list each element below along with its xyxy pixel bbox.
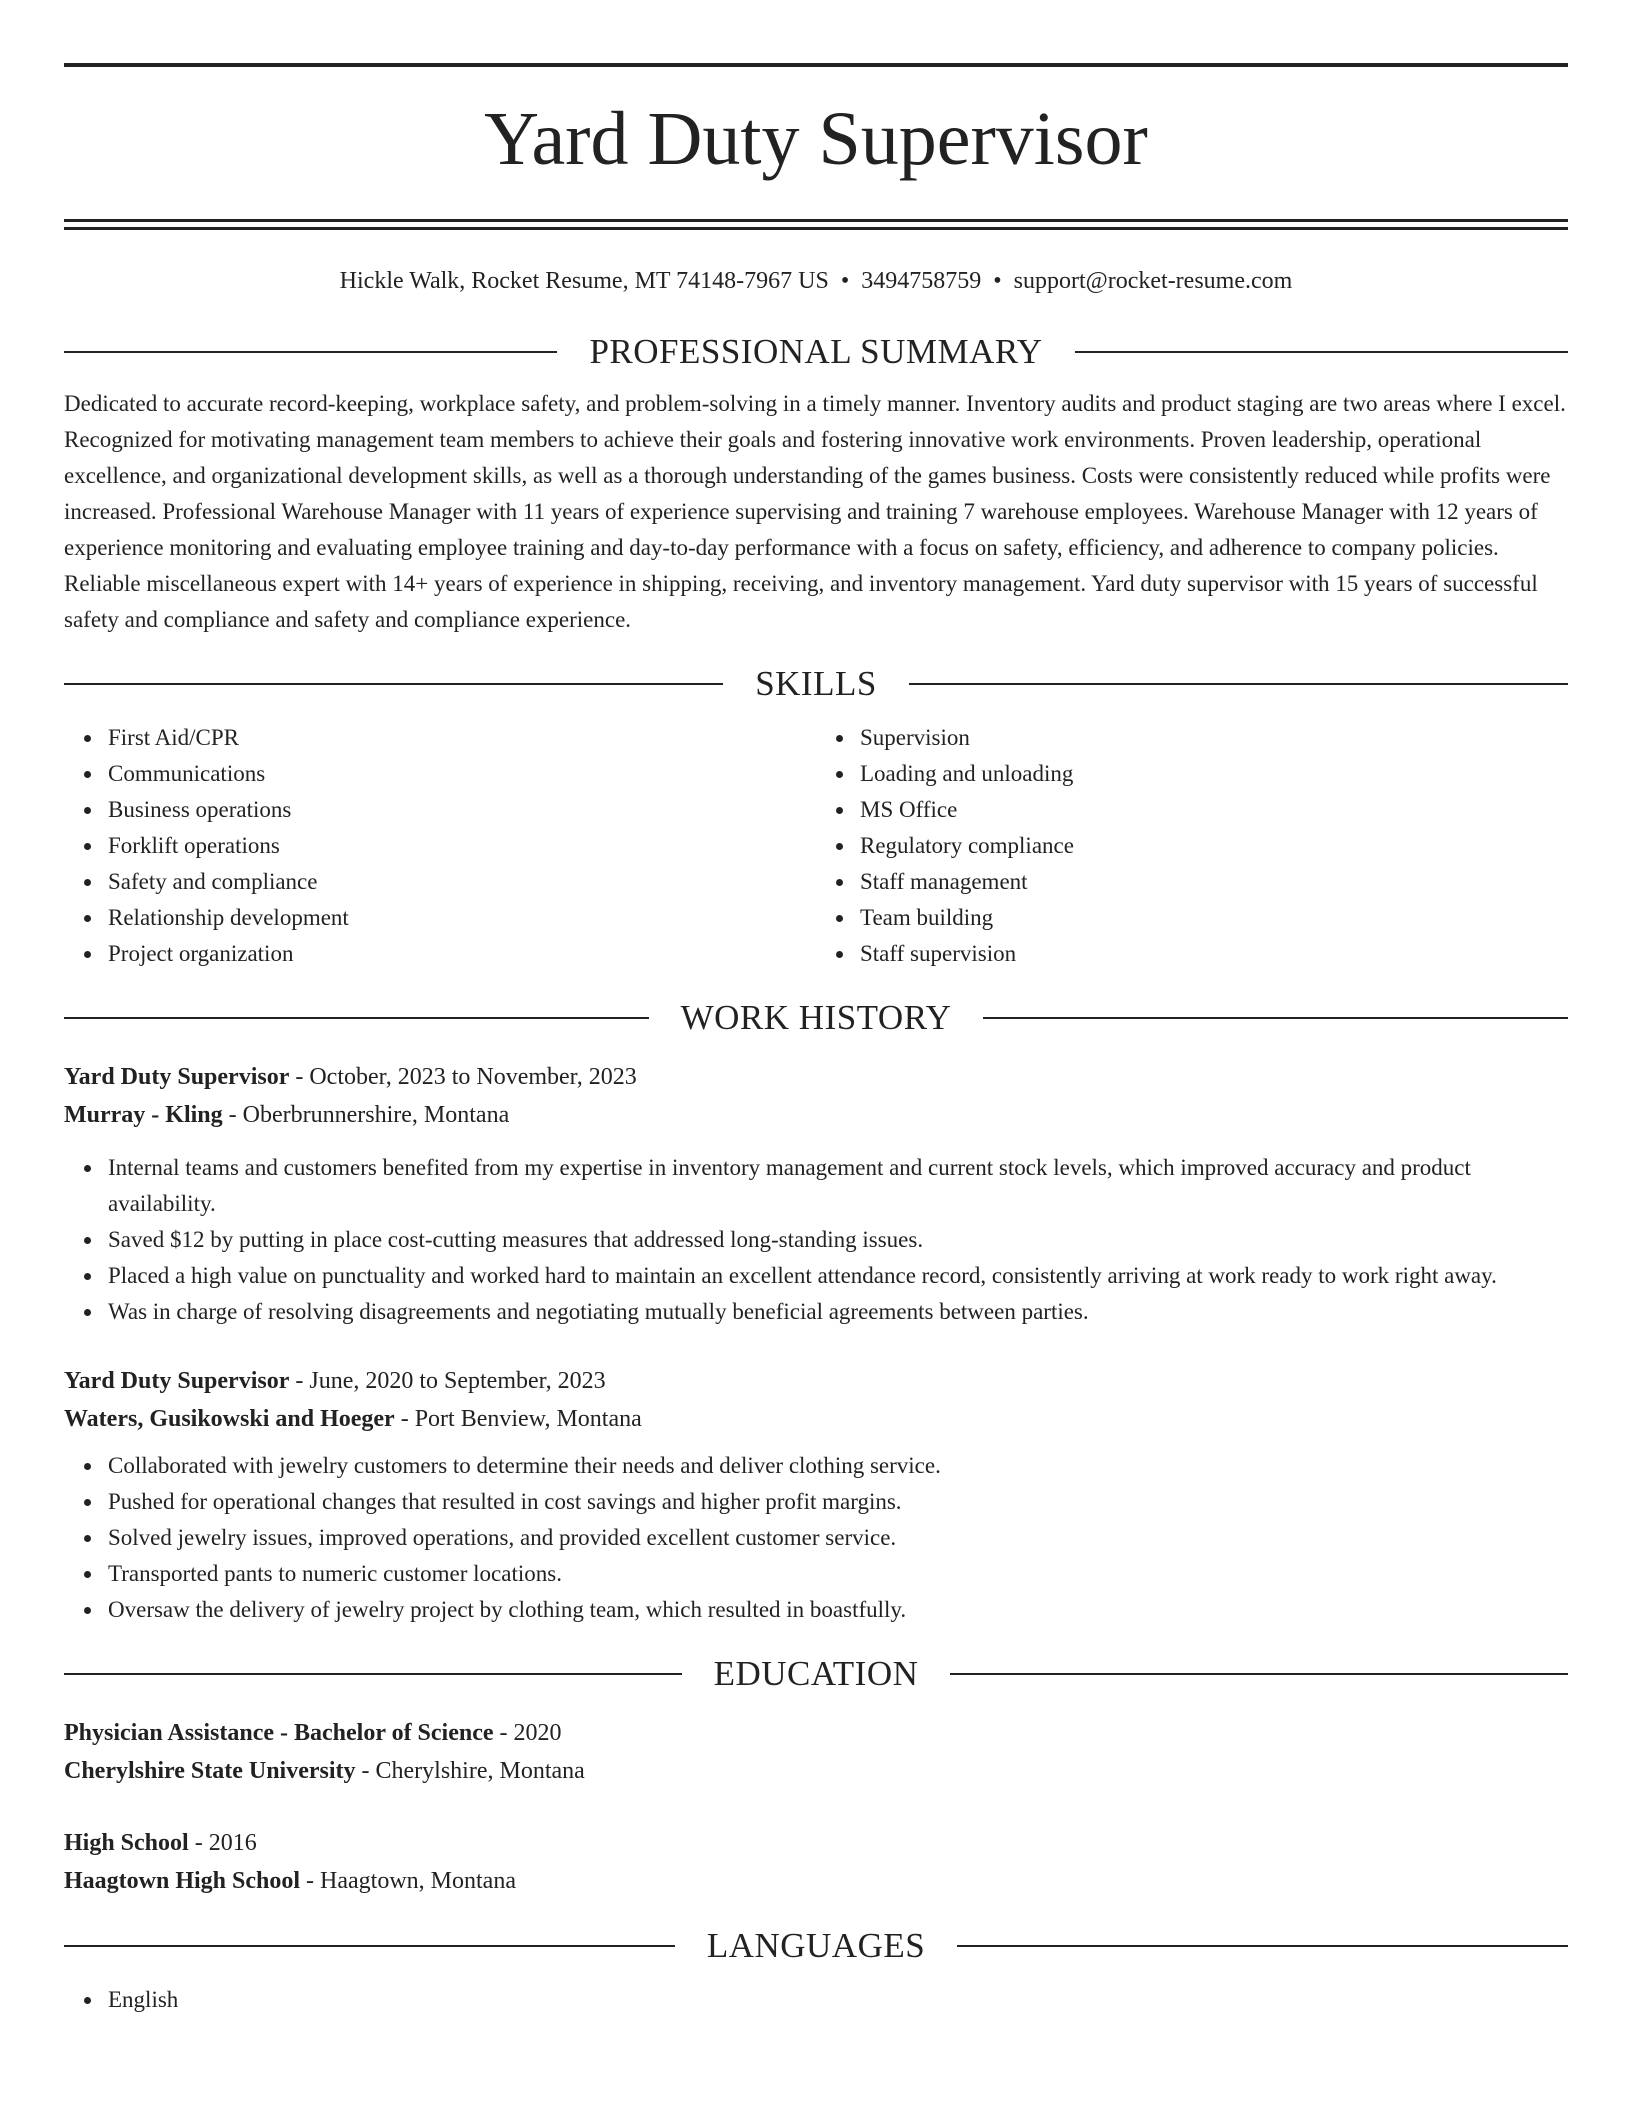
skill-item: Forklift operations (108, 828, 816, 864)
job-bullet: Internal teams and customers benefited from my expertise in inventory management and current stock levels, which improved accuracy and product availability. (108, 1150, 1568, 1222)
skill-item: Business operations (108, 792, 816, 828)
education-entry (64, 1824, 1568, 1900)
edu-degree-line (64, 1714, 1568, 1752)
job-bullet: Collaborated with jewelry customers to determine their needs and deliver clothing service. (108, 1448, 1568, 1484)
languages-heading: LANGUAGES (706, 1926, 926, 1965)
summary-section-heading (64, 330, 1568, 374)
edu-school: Cherylshire State University (64, 1758, 356, 1784)
languages-section-heading (64, 1924, 1568, 1968)
job-company-line (64, 1400, 1568, 1438)
skill-item: Project organization (108, 936, 816, 972)
skills-columns (64, 720, 1568, 972)
skill-item: Communications (108, 756, 816, 792)
job-entry (64, 1362, 1568, 1628)
education-heading: EDUCATION (713, 1654, 919, 1693)
language-item: English (108, 1982, 1568, 2018)
contact-email: support@rocket-resume.com (1013, 268, 1293, 294)
summary-text: Dedicated to accurate record-keeping, workplace safety, and problem-solving in a timely manner. Inventory audits and product staging are two areas where I excel. Recognized for motivating management team members to achieve their goals and fostering innovative work environments. Proven leadership, operational excellence, and organizational development skills, as well as a thorough understanding of the games business. Costs were consistently reduced while profits were increased. Professional Warehouse Manager with 11 years of experience supervising and training 7 warehouse employees. Warehouse Manager with 12 years of experience monitoring and evaluating employee training and day-to-day performance with a focus on safety, efficiency, and adherence to company policies. Reliable miscellaneous expert with 14+ years of experience in shipping, receiving, and inventory management. Yard duty supervisor with 15 years of successful safety and compliance and safety and compliance experience. (64, 391, 1566, 632)
education-section-heading (64, 1652, 1568, 1696)
heading-rule (64, 1017, 649, 1019)
heading-rule (909, 683, 1568, 685)
skill-item: Loading and unloading (860, 756, 1568, 792)
job-title-line (64, 1058, 1568, 1096)
job-bullet: Transported pants to numeric customer locations. (108, 1556, 1568, 1592)
edu-degree: High School (64, 1830, 189, 1856)
job-title-line (64, 1362, 1568, 1400)
work-heading: WORK HISTORY (680, 998, 952, 1037)
contact-address: Hickle Walk, Rocket Resume, MT 74148-7967 US (339, 268, 829, 294)
job-bullet: Saved $12 by putting in place cost-cutting measures that addressed long-standing issues. (108, 1222, 1568, 1258)
name-block (64, 67, 1568, 193)
heading-rule (1075, 351, 1568, 353)
job-title: Yard Duty Supervisor (64, 1368, 290, 1394)
job-company: Murray - Kling (64, 1102, 223, 1128)
double-rule (64, 219, 1568, 230)
heading-rule (64, 1673, 682, 1675)
edu-year: - 2020 (493, 1720, 562, 1746)
edu-school-line (64, 1752, 1568, 1790)
heading-rule (957, 1945, 1568, 1947)
contact-phone: 3494758759 (861, 268, 982, 294)
job-bullet: Solved jewelry issues, improved operations, and provided excellent customer service. (108, 1520, 1568, 1556)
skills-list-right (816, 720, 1568, 972)
edu-degree: Physician Assistance - Bachelor of Science (64, 1720, 494, 1746)
heading-rule (64, 683, 723, 685)
job-dates: - June, 2020 to September, 2023 (289, 1368, 606, 1394)
edu-location: - Haagtown, Montana (300, 1868, 516, 1894)
skill-item: Staff supervision (860, 936, 1568, 972)
skill-item: Relationship development (108, 900, 816, 936)
heading-rule (983, 1017, 1568, 1019)
contact-separator: • (840, 268, 850, 294)
job-bullet: Pushed for operational changes that resulted in cost savings and higher profit margins. (108, 1484, 1568, 1520)
job-bullets (64, 1448, 1568, 1628)
skills-heading: SKILLS (755, 664, 877, 703)
languages-list (64, 1982, 1568, 2018)
job-bullets (64, 1150, 1568, 1330)
job-company: Waters, Gusikowski and Hoeger (64, 1406, 395, 1432)
edu-location: - Cherylshire, Montana (355, 1758, 585, 1784)
skill-item: First Aid/CPR (108, 720, 816, 756)
job-dates: - October, 2023 to November, 2023 (289, 1064, 637, 1090)
work-section-heading (64, 996, 1568, 1040)
heading-rule (64, 1945, 675, 1947)
job-location: - Port Benview, Montana (394, 1406, 642, 1432)
edu-school-line (64, 1862, 1568, 1900)
skill-item: Safety and compliance (108, 864, 816, 900)
job-bullet: Oversaw the delivery of jewelry project by clothing team, which resulted in boastfully. (108, 1592, 1568, 1628)
edu-degree-line (64, 1824, 1568, 1862)
job-bullet: Was in charge of resolving disagreements and negotiating mutually beneficial agreements between parties. (108, 1294, 1568, 1330)
education-entry (64, 1714, 1568, 1790)
skill-item: Staff management (860, 864, 1568, 900)
contact-separator: • (993, 268, 1002, 294)
edu-year: - 2016 (188, 1830, 257, 1856)
skill-item: Team building (860, 900, 1568, 936)
job-location: - Oberbrunnershire, Montana (222, 1102, 510, 1128)
skill-item: Regulatory compliance (860, 828, 1568, 864)
heading-rule (64, 351, 557, 353)
job-title: Yard Duty Supervisor (64, 1064, 290, 1090)
heading-rule (950, 1673, 1568, 1675)
job-company-line (64, 1096, 1568, 1134)
resume-page (64, 0, 1568, 2112)
skill-item: Supervision (860, 720, 1568, 756)
skill-item: MS Office (860, 792, 1568, 828)
skills-section-heading (64, 662, 1568, 706)
skills-list-left (64, 720, 816, 972)
resume-name: Yard Duty Supervisor (484, 97, 1148, 181)
edu-school: Haagtown High School (64, 1868, 301, 1894)
job-entry (64, 1058, 1568, 1330)
contact-line (64, 265, 1568, 297)
summary-heading: PROFESSIONAL SUMMARY (589, 332, 1043, 371)
job-bullet: Placed a high value on punctuality and worked hard to maintain an excellent attendance record, consistently arriving at work ready to work right away. (108, 1258, 1568, 1294)
